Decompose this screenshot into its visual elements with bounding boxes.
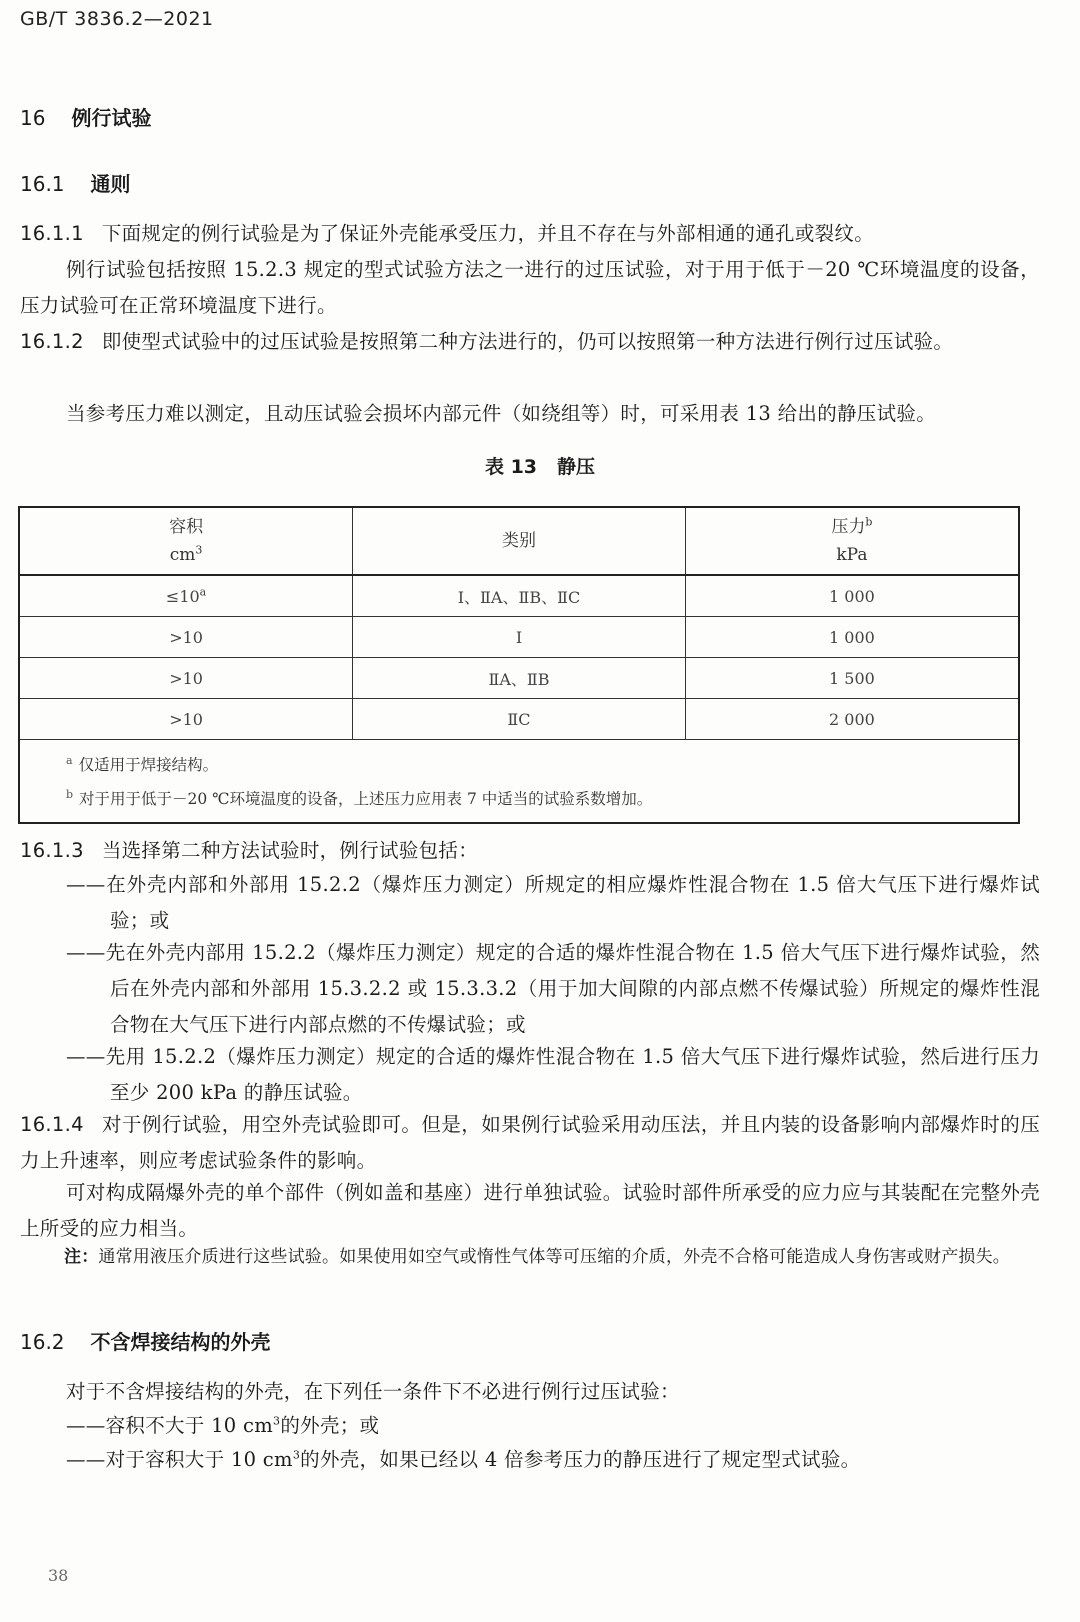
header-pressure-name: 压力 — [831, 517, 866, 537]
cell-pressure: 1 500 — [685, 658, 1018, 699]
footnote-b-mark: b — [66, 788, 74, 802]
clause-number: 16.1.1 — [20, 222, 84, 245]
clause-16-2-intro: 对于不含焊接结构的外壳，在下列任一条件下不必进行例行过压试验： — [66, 1380, 680, 1403]
heading-16-2 — [20, 1326, 271, 1355]
table-row — [20, 658, 1018, 699]
unit-superscript: 3 — [195, 543, 203, 557]
list-item: ——在外壳内部和外部用 15.2.2（爆炸压力测定）所规定的相应爆炸性混合物在 1.5 倍大气压下进行爆炸试验；或 — [66, 873, 1040, 932]
list-item-text: 的外壳；或 — [280, 1414, 380, 1437]
header-volume — [20, 508, 353, 575]
list-item-text: 的外壳，如果已经以 4 倍参考压力的静压进行了规定型式试验。 — [300, 1448, 861, 1471]
table-caption-number: 表 13 — [484, 456, 538, 478]
cell-volume: >10 — [20, 699, 353, 740]
table-caption-title: 静压 — [557, 456, 596, 478]
heading-number: 16.2 — [20, 1330, 65, 1354]
heading-16-1 — [20, 168, 131, 197]
note-text: 通常用液压介质进行这些试验。如果使用如空气或惰性气体等可压缩的介质，外壳不合格可能造成人身伤害或财产损失。 — [98, 1247, 1011, 1267]
list-item-text: ——对于容积大于 10 cm — [66, 1448, 293, 1471]
header-pressure-unit: kPa — [836, 545, 868, 565]
table-row — [20, 617, 1018, 658]
clause-number: 16.1.3 — [20, 839, 84, 862]
heading-title: 通则 — [90, 172, 131, 196]
clause-number: 16.1.2 — [20, 330, 84, 353]
heading-title: 例行试验 — [71, 106, 152, 130]
table-header-row — [20, 508, 1018, 575]
clause-16-1-4 — [20, 1107, 1040, 1179]
cell-category: Ⅰ — [353, 617, 686, 658]
heading-16 — [20, 102, 151, 131]
unit-superscript: 3 — [292, 1448, 301, 1462]
table-row — [20, 699, 1018, 740]
heading-number: 16 — [20, 106, 46, 130]
footnote-b — [66, 780, 1018, 814]
header-pressure — [685, 508, 1018, 575]
list-item: ——先用 15.2.2（爆炸压力测定）规定的合适的爆炸性混合物在 1.5 倍大气压下进行爆炸试验，然后进行压力至少 200 kPa 的静压试验。 — [66, 1045, 1040, 1104]
unit-superscript: 3 — [273, 1414, 281, 1428]
cell-volume: >10 — [20, 658, 353, 699]
cell-pressure: 2 000 — [685, 699, 1018, 740]
standard-code: GB/T 3836.2—2021 — [20, 8, 214, 30]
clause-number: 16.1.4 — [20, 1113, 84, 1136]
cell-volume-value: ≤10 — [165, 586, 200, 606]
clause-16-1-4-para2: 可对构成隔爆外壳的单个部件（例如盖和基座）进行单独试验。试验时部件所承受的应力应与其装配在完整外壳上所受的应力相当。 — [20, 1181, 1040, 1240]
header-volume-unit: cm — [169, 545, 196, 565]
cell-pressure: 1 000 — [685, 617, 1018, 658]
clause-text: 即使型式试验中的过压试验是按照第二种方法进行的，仍可以按照第一种方法进行例行过压试验。 — [101, 330, 954, 353]
clause-text: 下面规定的例行试验是为了保证外壳能承受压力，并且不存在与外部相通的通孔或裂纹。 — [101, 222, 875, 245]
clause-16-1-3 — [20, 833, 1040, 869]
cell-pressure: 1 000 — [685, 575, 1018, 617]
header-volume-name: 容积 — [169, 517, 204, 537]
footnote-mark-a: a — [199, 585, 207, 599]
heading-title: 不含焊接结构的外壳 — [90, 1330, 271, 1354]
list-item — [66, 1442, 1040, 1478]
list-item — [66, 1408, 1040, 1444]
footnote-a — [66, 746, 1018, 780]
clause-16-1-1 — [20, 216, 1040, 252]
header-category: 类别 — [353, 508, 686, 575]
static-pressure-table — [18, 506, 1020, 824]
clause-16-1-2 — [20, 324, 1040, 360]
page-number: 38 — [48, 1566, 69, 1585]
cell-category: ⅡC — [353, 699, 686, 740]
table-row — [20, 575, 1018, 617]
cell-volume: >10 — [20, 617, 353, 658]
clause-text: 当选择第二种方法试验时，例行试验包括： — [101, 839, 479, 862]
list-item: ——先在外壳内部用 15.2.2（爆炸压力测定）规定的合适的爆炸性混合物在 1.5 倍大气压下进行爆炸试验，然后在外壳内部和外部用 15.3.2.2 或 15.3.3.2（用于加大间隙的内部点燃不传爆试验）所规定的爆炸性混合物在大气压下进行内部点燃的不传爆试验；或 — [66, 941, 1040, 1036]
list-item-text: ——容积不大于 10 cm — [66, 1414, 274, 1437]
footnote-a-text: 仅适用于焊接结构。 — [78, 756, 219, 775]
cell-volume — [20, 575, 353, 617]
heading-number: 16.1 — [20, 172, 65, 196]
footnote-mark-b: b — [865, 515, 873, 529]
cell-category: Ⅰ、ⅡA、ⅡB、ⅡC — [353, 575, 686, 617]
footnote-b-text: 对于用于低于－20 ℃环境温度的设备，上述压力应用表 7 中适当的试验系数增加。 — [79, 790, 653, 809]
footnote-a-mark: a — [66, 754, 73, 767]
note-label: 注： — [64, 1247, 99, 1267]
clause-text: 对于例行试验，用空外壳试验即可。但是，如果例行试验采用动压法，并且内装的设备影响内部爆炸时的压力上升速率，则应考虑试验条件的影响。 — [20, 1113, 1040, 1172]
table-caption — [0, 452, 1080, 479]
clause-16-1-2-para2: 当参考压力难以测定，且动压试验会损坏内部元件（如绕组等）时，可采用表 13 给出的静压试验。 — [66, 402, 937, 425]
clause-16-1-1-para2: 例行试验包括按照 15.2.3 规定的型式试验方法之一进行的过压试验，对于用于低于－20 ℃环境温度的设备，压力试验可在正常环境温度下进行。 — [20, 258, 1040, 317]
note — [64, 1242, 1040, 1273]
table-footnotes — [20, 740, 1018, 822]
cell-category: ⅡA、ⅡB — [353, 658, 686, 699]
